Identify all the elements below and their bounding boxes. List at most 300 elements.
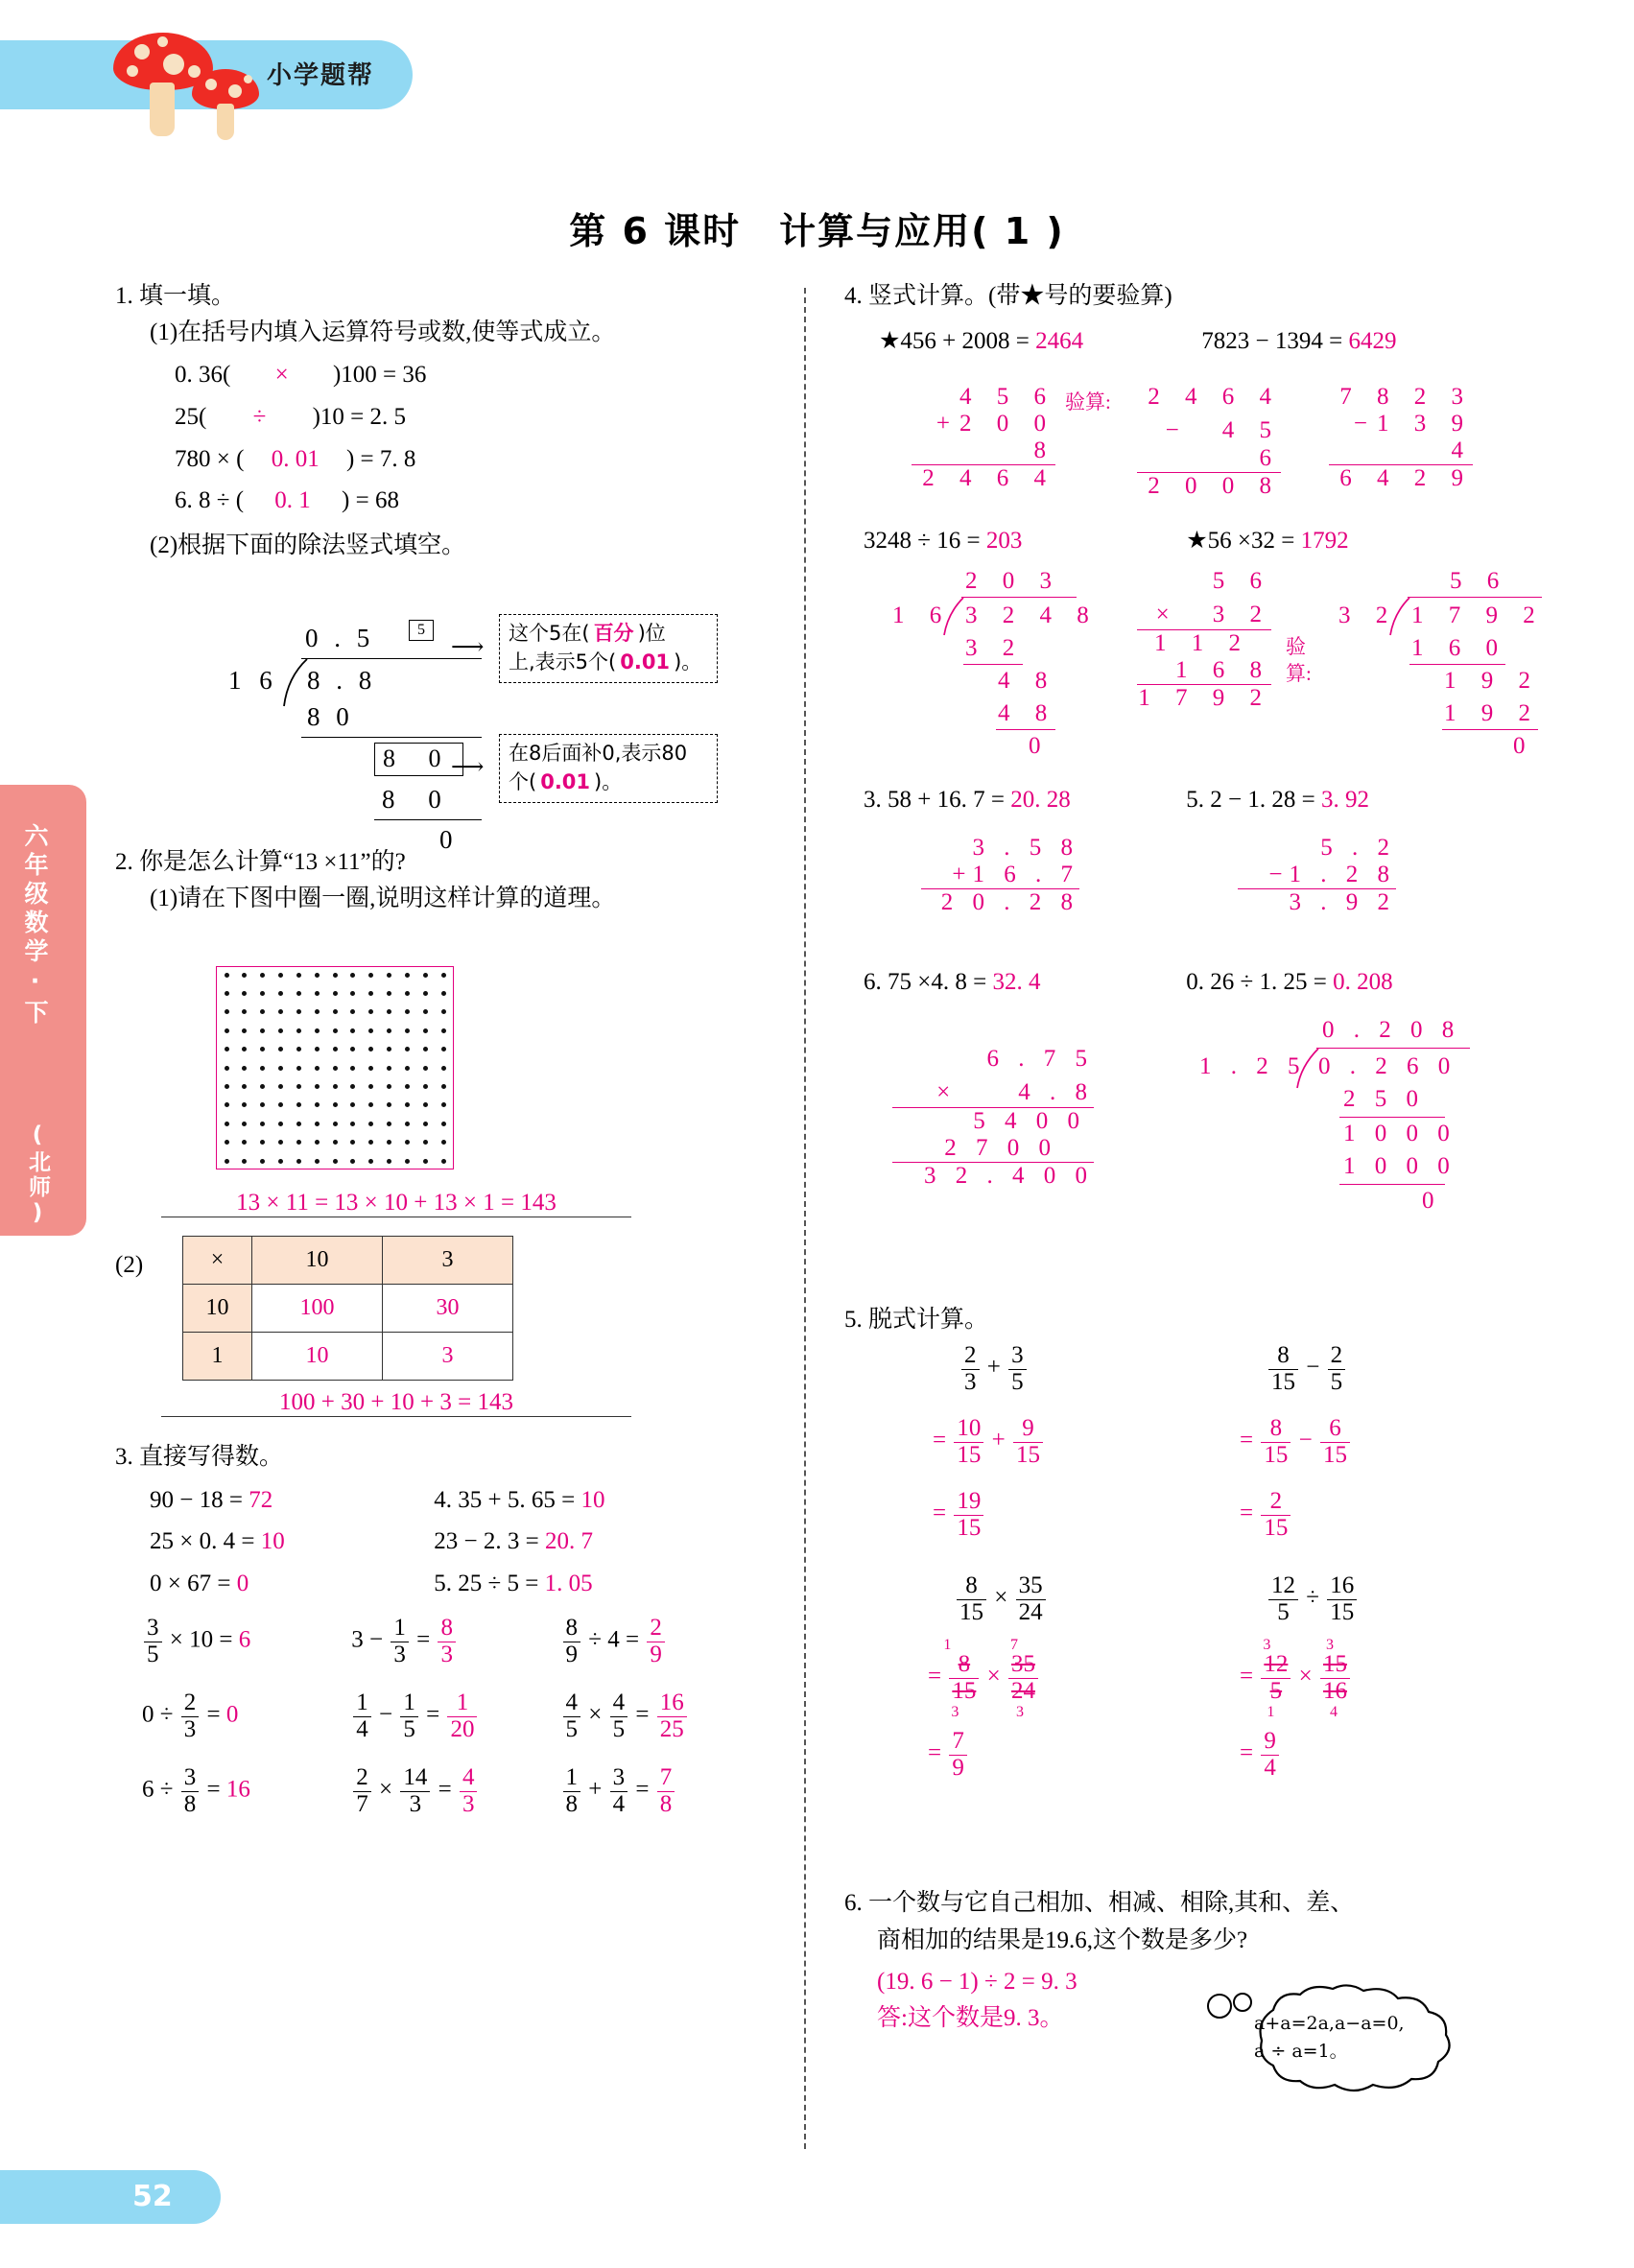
grid-dot	[260, 1009, 265, 1014]
q1-eq-0-right: )100 = 36	[332, 362, 427, 388]
q6-line-1	[844, 1885, 1516, 1923]
callout1-mid: )位	[637, 622, 666, 645]
q3-expr-0-1: 4. 35 + 5. 65 =	[434, 1486, 576, 1513]
grid-dot	[296, 1009, 301, 1014]
grid-dot	[387, 1122, 391, 1126]
grid-dot	[387, 1102, 391, 1107]
q2-title: 你是怎么计算“13 ×11”的?	[139, 849, 406, 875]
callout1-answer2: 0.01	[620, 650, 671, 673]
cancel-top-a: 3	[1263, 1637, 1271, 1653]
frac-num: 12	[1268, 1573, 1298, 1600]
grid-dot	[333, 1084, 338, 1089]
grid-dot	[405, 1066, 410, 1071]
grid-dot	[423, 1047, 428, 1051]
frac-res-den: 9	[650, 1641, 662, 1667]
q1-eq-3-left: 6. 8 ÷ (	[175, 487, 245, 514]
q5-1-step-1	[1240, 1489, 1352, 1541]
grid-dot	[315, 1122, 320, 1126]
q4-vertical-multiply-2	[892, 1046, 1094, 1190]
q6-text-2: 商相加的结果是19.6,这个数是多少?	[877, 1926, 1248, 1953]
grid-dot	[350, 1102, 355, 1107]
grid-dot	[278, 1066, 283, 1071]
frac-op: +	[588, 1776, 603, 1803]
grid-dot	[315, 1066, 320, 1071]
frac-den: 8	[183, 1790, 197, 1817]
frac-op2: =	[426, 1701, 440, 1728]
table-header-2: 3	[383, 1237, 513, 1285]
q1-sub2: (2)根据下面的除法竖式填空。	[150, 532, 466, 558]
q1-eq-2-left: 780 × (	[175, 445, 245, 472]
q3-frac-2-1	[351, 1765, 555, 1817]
frac-num: 1	[353, 1690, 371, 1717]
frac-num2: 15	[1320, 1652, 1350, 1679]
q4-expr-5: 5. 2 − 1. 28 =	[1186, 787, 1315, 813]
frac-num: 19	[954, 1489, 983, 1516]
q3-frac-2-2	[561, 1765, 677, 1817]
grid-dot	[350, 1122, 355, 1126]
q5-number: 5.	[844, 1307, 863, 1333]
frac-op: ×	[994, 1584, 1008, 1611]
table-row	[183, 1237, 513, 1285]
q5-1-problem	[1267, 1343, 1352, 1395]
frac-num: 10	[954, 1416, 983, 1443]
q3-ans-2-0: 0	[236, 1571, 249, 1596]
frac-op: −	[1298, 1427, 1313, 1453]
grid-dot	[296, 1122, 301, 1126]
grid-dot	[387, 1084, 391, 1089]
cancel-bot-a: 3	[951, 1704, 959, 1720]
q1-div-quotient: 0 . 5	[305, 624, 375, 652]
grid-dot	[278, 973, 283, 978]
q5-2-result	[928, 1729, 1048, 1781]
grid-dot	[333, 1028, 338, 1033]
division-bracket-icon	[1388, 597, 1413, 637]
frac-den: 4	[356, 1715, 368, 1742]
frac-op: +	[991, 1427, 1006, 1453]
frac-den: 15	[1271, 1368, 1295, 1395]
q2-number: 2.	[115, 849, 133, 875]
frac-res-num: 1	[447, 1690, 477, 1717]
mul2-step1: 5 4 0 0	[973, 1108, 1086, 1134]
cancel-bot-b: 3	[1015, 1704, 1024, 1720]
sub1-line1: 7 8 2 3	[1339, 384, 1473, 410]
frac-op: ÷ 4 =	[588, 1626, 640, 1653]
q3-expr-2-1: 5. 25 ÷ 5 =	[434, 1571, 539, 1596]
grid-dot	[278, 1009, 283, 1014]
grid-dot	[387, 1140, 391, 1145]
callout1-answer: 百分	[593, 622, 634, 645]
frac-op2: =	[635, 1701, 650, 1728]
q3-frac-1-1	[351, 1690, 555, 1742]
grid-dot	[423, 1066, 428, 1071]
q4-number: 4.	[844, 283, 863, 309]
sub1-line2: −1 3 9 4	[1353, 411, 1473, 463]
div2-quotient: 0 . 2 0 8	[1322, 1017, 1461, 1043]
q4-expr-0: ★456 + 2008 =	[879, 327, 1030, 354]
q1-div-remainder: 0	[439, 825, 453, 854]
q4-vertical-sub-1	[1329, 384, 1473, 492]
frac-num: 8	[957, 1573, 986, 1600]
frac-den: 15	[957, 1514, 982, 1541]
grid-dot	[441, 991, 446, 996]
q5-0-problem	[959, 1343, 1045, 1395]
frac-den: 3	[393, 1641, 406, 1667]
frac-res-den: 3	[440, 1641, 453, 1667]
q2-sum-line	[161, 1389, 631, 1417]
callout2-line2: 个(	[509, 769, 537, 793]
grid-dot	[296, 1084, 301, 1089]
frac-den: 5	[147, 1641, 159, 1667]
grid-dot	[368, 991, 373, 996]
grid-dot	[368, 1047, 373, 1051]
frac-op: +	[986, 1354, 1001, 1381]
grid-dot	[225, 1047, 229, 1051]
q2-sub2-label	[115, 1247, 143, 1284]
grid-dot	[242, 1084, 247, 1089]
cloud-line-1: a+a=2a,a−a=0,	[1254, 2013, 1405, 2034]
grid-dot	[387, 991, 391, 996]
frac-den: 15	[957, 1441, 982, 1468]
question-4-heading	[844, 278, 1516, 315]
grid-dot	[296, 1047, 301, 1051]
grid-dot	[350, 1028, 355, 1033]
grid-dot	[260, 1140, 265, 1145]
q1-div-dividend: 8 . 8	[307, 666, 377, 695]
q1-div-quotient-boxed: 5	[409, 620, 434, 641]
frac-num: 1	[391, 1616, 409, 1642]
q3-row-2	[150, 1563, 806, 1605]
q1-eq-0	[175, 354, 787, 396]
callout1-pre: 这个5在(	[509, 622, 590, 645]
grid-dot	[260, 1028, 265, 1033]
hint-cloud-bubble	[1204, 1981, 1492, 2096]
grid-dot	[225, 1009, 229, 1014]
div2-step1: 2 5 0	[1343, 1086, 1425, 1112]
grid-dot	[368, 1159, 373, 1164]
table-header-1: 10	[252, 1237, 383, 1285]
grid-dot	[296, 991, 301, 996]
frac-den2: 24	[1010, 1677, 1035, 1704]
edition-label: (北师)	[25, 1122, 50, 1228]
div1-remainder: 0	[1029, 733, 1041, 759]
q4-long-division-2	[1199, 1017, 1468, 1214]
grid-dot	[315, 1140, 320, 1145]
grid-dot	[333, 1122, 338, 1126]
frac-den: 9	[565, 1641, 578, 1667]
q3-frac-0-1	[351, 1616, 555, 1667]
chk1-line1: 2 4 6 4	[1148, 384, 1281, 410]
q4-long-division-check	[1338, 568, 1550, 759]
grid-dot	[225, 973, 229, 978]
frac-num: 2	[961, 1343, 980, 1370]
q4-expr-4: 3. 58 + 16. 7 =	[864, 787, 1005, 813]
mul1-step2: 1 6 8	[1175, 657, 1271, 683]
q3-row-1	[150, 1521, 806, 1563]
grid-dot	[242, 1066, 247, 1071]
frac-op: ×	[588, 1701, 603, 1728]
grid-dot	[423, 1102, 428, 1107]
grid-dot	[315, 1102, 320, 1107]
frac-op: =	[206, 1776, 221, 1803]
q3-fraction-rows	[142, 1616, 814, 1840]
frac-num: 1	[563, 1765, 581, 1792]
grid-dot	[278, 1102, 283, 1107]
frac-num2: 3	[1008, 1343, 1027, 1370]
div1-step1: 3 2	[965, 635, 1025, 661]
callout2-arrow-icon: ⟶	[451, 755, 485, 780]
div2-step3: 1 0 0 0	[1343, 1153, 1456, 1179]
q1-sub1: (1)在括号内填入运算符号或数,使等式成立。	[150, 319, 616, 345]
callout1-arrow-icon: ⟶	[451, 635, 485, 660]
q4-ans-4: 20. 28	[1010, 787, 1071, 813]
frac-den: 5	[1277, 1598, 1290, 1625]
grid-dot	[387, 1009, 391, 1014]
frac-den: 15	[1264, 1514, 1289, 1541]
callout1-post: )。	[674, 650, 702, 673]
frac-num2: 16	[1327, 1573, 1357, 1600]
grid-dot	[441, 1028, 446, 1033]
q3-frac-1-2	[561, 1690, 689, 1742]
chk2-divisor: 3 2	[1338, 602, 1398, 628]
q5-1-step-0	[1240, 1416, 1352, 1468]
frac-den: 5	[565, 1715, 578, 1742]
q4-vertical-add-1	[912, 384, 1055, 492]
q3-number: 3.	[115, 1444, 133, 1470]
grid-dot	[405, 1047, 410, 1051]
frac-num: 2	[353, 1765, 371, 1792]
q4-title: 竖式计算。(带★号的要验算)	[868, 283, 1172, 309]
grid-dot	[260, 1102, 265, 1107]
q4-check-label-2: 验 算:	[1286, 635, 1312, 686]
chk2-step2: 1 9 2	[1444, 668, 1540, 694]
grid-dot	[242, 1028, 247, 1033]
chk2-step3: 1 9 2	[1444, 700, 1540, 726]
q1-eq-3-answer: 0. 1	[274, 487, 311, 514]
div2-divisor: 1 . 2 5	[1199, 1053, 1307, 1079]
grid-dot	[441, 1084, 446, 1089]
frac-num: 2	[181, 1690, 200, 1717]
q4-vertical-add-2	[921, 835, 1079, 916]
frac-den: 5	[1269, 1677, 1283, 1704]
cloud-line-2: a ÷ a=1。	[1254, 2040, 1348, 2062]
grid-dot	[260, 1066, 265, 1071]
grid-dot	[405, 1028, 410, 1033]
q3-ans-1-0: 10	[260, 1528, 285, 1555]
eq-sign: =	[1240, 1739, 1254, 1766]
mul1-line2: × 3 2	[1155, 602, 1271, 627]
table-header-op: ×	[183, 1237, 252, 1285]
grid-dot	[296, 1028, 301, 1033]
grid-dot	[423, 1159, 428, 1164]
grid-dot	[368, 1066, 373, 1071]
grid-dot	[423, 1122, 428, 1126]
add1-line3: 2 4 6 4	[922, 465, 1055, 491]
q4-vertical-check-1	[1137, 384, 1281, 500]
q3-expr-1-1: 23 − 2. 3 =	[434, 1528, 539, 1555]
q2-result-text: 13 × 11 = 13 × 10 + 13 × 1 = 143	[236, 1190, 557, 1216]
q1-div-step2: 8 0	[382, 785, 455, 814]
table-row	[183, 1333, 513, 1381]
q5-3-cancel-step: = 3 $\frac{12}{5}$ 1 × 3 $\frac{15}{16}$ 4	[1240, 1652, 1359, 1704]
grid-dot	[225, 1159, 229, 1164]
grid-dot	[350, 1009, 355, 1014]
grid-dot	[333, 1066, 338, 1071]
grid-dot	[278, 1028, 283, 1033]
frac-op: =	[416, 1626, 431, 1653]
frac-num: 8	[563, 1616, 581, 1642]
frac-res-den: 25	[659, 1715, 684, 1742]
grid-dot	[423, 991, 428, 996]
question-2	[115, 844, 787, 916]
grid-dot	[333, 973, 338, 978]
grid-dot	[368, 1122, 373, 1126]
grid-dot	[350, 1047, 355, 1051]
frac-op: × 10 =	[169, 1626, 233, 1653]
q3-frac-row-0	[142, 1616, 814, 1690]
frac-res-num: 4	[460, 1765, 478, 1792]
grid-dot	[387, 1028, 391, 1033]
sub1-line3: 6 4 2 9	[1339, 465, 1473, 491]
frac-num2: 35	[1016, 1573, 1046, 1600]
q1-eq-2-answer: 0. 01	[271, 445, 320, 472]
grid-dot	[315, 1009, 320, 1014]
q3-expr-0-0: 90 − 18 =	[150, 1486, 243, 1513]
chk1-line3: 2 0 0 8	[1148, 473, 1281, 499]
grid-dot	[315, 973, 320, 978]
grid-dot	[260, 1122, 265, 1126]
frac-op: ÷	[1306, 1584, 1319, 1611]
q3-ans-0-1: 10	[580, 1486, 605, 1513]
cancel-bot-a: 1	[1267, 1704, 1275, 1720]
frac-den2: 24	[1018, 1598, 1043, 1625]
grid-dot	[225, 1122, 229, 1126]
chk2-step1: 1 6 0	[1411, 635, 1507, 661]
grid-dot	[405, 1009, 410, 1014]
frac-den2: 16	[1322, 1677, 1347, 1704]
frac-res-den: 8	[659, 1790, 673, 1817]
grid-dot	[405, 1084, 410, 1089]
grid-dot	[441, 1102, 446, 1107]
grid-dot	[387, 1066, 391, 1071]
q1-eq-2	[175, 438, 787, 481]
frac-num2: 4	[610, 1690, 628, 1717]
q4-long-division-1	[892, 568, 1103, 759]
frac-result: 6	[238, 1626, 251, 1653]
grid-dot	[350, 991, 355, 996]
frac-res-den: 3	[462, 1790, 475, 1817]
grid-dot	[441, 1140, 446, 1145]
q4-ans-1: 6429	[1348, 327, 1397, 354]
q5-0-step-1	[933, 1489, 1045, 1541]
frac-num: 9	[1261, 1729, 1279, 1756]
eq-sign: =	[1240, 1500, 1254, 1526]
frac-res-num: 16	[657, 1690, 687, 1717]
div2-dividend: 0 . 2 6 0	[1318, 1053, 1457, 1079]
q5-2-problem	[955, 1573, 1048, 1625]
q1-eq-1	[175, 396, 787, 438]
frac-den: 15	[1264, 1441, 1289, 1468]
mul2-line1: 6 . 7 5	[986, 1046, 1094, 1072]
frac-den2: 15	[1015, 1441, 1040, 1468]
mul2-result: 3 2 . 4 0 0	[924, 1163, 1094, 1189]
q4-vertical-sub-2	[1238, 835, 1396, 916]
frac-den: 4	[1264, 1754, 1276, 1781]
q1-eq-2-right: ) = 7. 8	[345, 445, 416, 472]
q1-callout-1	[499, 614, 718, 683]
q1-number: 1.	[115, 283, 133, 309]
q1-eq-1-answer: ÷	[252, 403, 267, 430]
grid-dot	[278, 1084, 283, 1089]
q4-expr-6: 6. 75 ×4. 8 =	[864, 969, 987, 995]
chk2-dividend: 1 7 9 2	[1411, 602, 1545, 628]
grid-dot	[441, 973, 446, 978]
q4-expr-7: 0. 26 ÷ 1. 25 =	[1186, 969, 1327, 995]
grid-dot	[387, 973, 391, 978]
eq-sign: =	[1240, 1427, 1254, 1453]
sub2-line2: −1 . 2 8	[1268, 862, 1396, 887]
callout1-line2: 上,表示5个(	[509, 650, 617, 673]
grid-dot	[441, 1047, 446, 1051]
frac-num: 8	[1268, 1343, 1298, 1370]
q3-frac-row-2	[142, 1765, 814, 1840]
q3-title: 直接写得数。	[139, 1444, 284, 1470]
grid-dot	[315, 1159, 320, 1164]
grid-dot	[278, 1122, 283, 1126]
q4-vertical-multiply-1	[1137, 568, 1271, 712]
q4-ans-0: 2464	[1035, 327, 1084, 354]
frac-pre: 3 −	[351, 1626, 384, 1653]
eq-sign: =	[933, 1427, 947, 1453]
grid-dot	[296, 973, 301, 978]
column-divider	[804, 288, 806, 2149]
grid-dot	[242, 991, 247, 996]
grid-dot	[296, 1140, 301, 1145]
grid-dot	[405, 1140, 410, 1145]
page-title: 第 6 课时 计算与应用( 1 )	[569, 210, 1065, 252]
q1-title: 填一填。	[139, 283, 236, 309]
grid-dot	[423, 1084, 428, 1089]
q6-answer: 答:这个数是9. 3。	[877, 2005, 1064, 2032]
grid-dot	[350, 1084, 355, 1089]
q3-frac-row-1	[142, 1690, 814, 1765]
q1-div-divisor: 1 6	[228, 666, 278, 695]
div2-step2: 1 0 0 0	[1343, 1121, 1456, 1146]
grid-dot	[315, 1028, 320, 1033]
grid-dot	[368, 1009, 373, 1014]
grid-dot	[441, 1159, 446, 1164]
grid-dot	[405, 973, 410, 978]
frac-den: 3	[183, 1715, 197, 1742]
grid-dot	[405, 1102, 410, 1107]
q3-ans-2-1: 1. 05	[544, 1571, 593, 1596]
grid-dot	[242, 1122, 247, 1126]
frac-den: 8	[565, 1790, 578, 1817]
frac-num: 3	[181, 1765, 200, 1792]
q2-dot-grid[interactable]	[216, 966, 454, 1169]
grid-dot	[278, 991, 283, 996]
frac-num2: 2	[1328, 1343, 1346, 1370]
q1-div-step1: 8 0	[307, 702, 354, 731]
frac-num: 12	[1261, 1652, 1291, 1679]
mul1-step1: 1 1 2	[1154, 630, 1250, 656]
grid-dot	[350, 1159, 355, 1164]
q4-ans-7: 0. 208	[1333, 969, 1393, 995]
q4-header-row-4	[864, 969, 1393, 996]
q2-table	[182, 1236, 513, 1381]
grid-dot	[296, 1102, 301, 1107]
grid-dot	[368, 1084, 373, 1089]
q5-title: 脱式计算。	[868, 1307, 989, 1333]
